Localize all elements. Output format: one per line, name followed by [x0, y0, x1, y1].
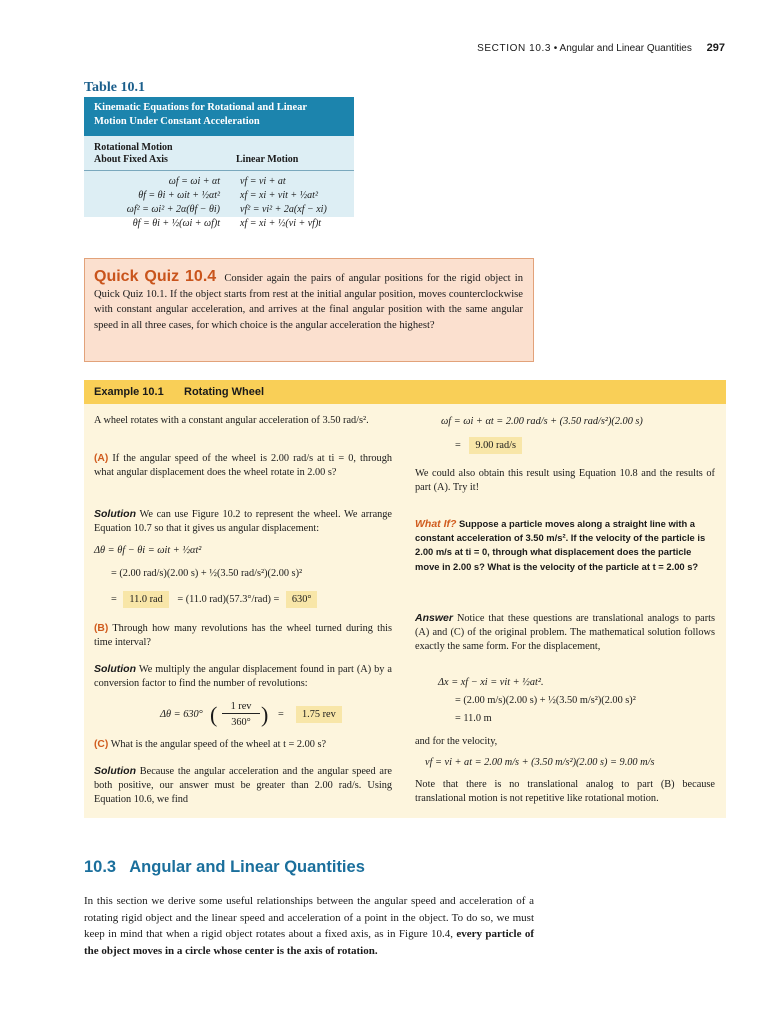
eq-a1: Δθ = θf − θi = ωit + ½αt² — [94, 545, 202, 556]
table-row: ωf = ωi + αt — [168, 176, 220, 187]
eq-a3-equals: = — [111, 594, 117, 605]
example-number: Example 10.1 — [94, 386, 164, 398]
page-number: 297 — [706, 42, 725, 54]
part-c-label: (C) — [94, 739, 109, 750]
eq-d2: = (2.00 m/s)(2.00 s) + ½(3.50 m/s²)(2.00 s)² — [455, 695, 636, 706]
part-b-question — [94, 622, 392, 650]
eq-c2-equals: = — [455, 440, 461, 451]
rotational-equations — [90, 175, 220, 231]
section-body-text: In this section we derive some useful relationships between the angular speed and acceleration of a rotating rigid object and the linear speed and acceleration of a point in the object. To do so, we must keep in mind that when a rigid object rotates about a fixed axis, as in Figure 10.4, — [84, 895, 534, 940]
table-header-line2: Motion Under Constant Acceleration — [94, 116, 260, 127]
table-header — [84, 97, 354, 136]
example-title: Rotating Wheel — [184, 386, 265, 398]
part-b-text: Through how many revolutions has the wheel turned during this time interval? — [94, 623, 393, 648]
running-header — [470, 42, 725, 54]
solution-label: Solution — [94, 765, 136, 777]
column-linear: Linear Motion — [236, 154, 299, 165]
table-row: vf = vi + at — [240, 176, 286, 187]
solution-a — [94, 507, 392, 536]
answer-highlight: 1.75 rev — [296, 706, 342, 723]
table-row: xf = xi + ½(vi + vf)t — [240, 218, 322, 229]
example-title-bar — [84, 380, 726, 404]
eq-b-equals: = — [278, 709, 284, 720]
part-a-question — [94, 452, 392, 480]
solution-label: Solution — [94, 508, 136, 520]
solution-a-text: We can use Figure 10.2 to represent the wheel. We arrange Equation 10.7 so that it gives us angular displacement: — [94, 509, 392, 534]
example-intro: A wheel rotates with a constant angular acceleration of 3.50 rad/s². — [94, 415, 369, 426]
answer-highlight: 11.0 rad — [123, 591, 168, 608]
section-body — [84, 893, 534, 959]
running-header-section: SECTION 10.3 — [477, 43, 552, 54]
section-body-emphasis: every particle of the object moves in a circle whose center is the axis of rotation. — [84, 928, 534, 957]
solution-label: Solution — [94, 663, 136, 675]
eq-d3: = 11.0 m — [455, 713, 492, 724]
part-c-text: What is the angular speed of the wheel at t = 2.00 s? — [110, 739, 327, 750]
table-header-line1: Kinematic Equations for Rotational and Linear — [94, 102, 308, 113]
quick-quiz-title: Quick Quiz 10.4 — [94, 268, 217, 285]
eq-a3-conversion: = (11.0 rad)(57.3°/rad) = — [177, 594, 280, 605]
answer-block — [415, 611, 715, 654]
eq-b-denominator: 360° — [231, 717, 251, 728]
table-label: Table 10.1 — [84, 80, 145, 95]
column-rotational-line2: About Fixed Axis — [94, 154, 168, 165]
table-column-headers — [84, 136, 354, 171]
answer-label: Answer — [415, 612, 453, 624]
what-if-label: What If? — [415, 518, 457, 530]
what-if-block — [415, 517, 715, 574]
alternative-method: We could also obtain this result using Equation 10.8 and the results of part (A). Try it! — [415, 468, 715, 493]
table-row: θf = θi + ½(ωi + ωf)t — [132, 218, 220, 229]
eq-a3 — [111, 594, 317, 605]
running-header-separator: • — [553, 43, 558, 54]
column-rotational — [94, 142, 173, 166]
section-heading: 10.3 Angular and Linear Quantities — [84, 858, 365, 876]
eq-d4: vf = vi + at = 2.00 m/s + (3.50 m/s²)(2.00 s) = 9.00 m/s — [425, 757, 655, 768]
linear-equations — [240, 175, 360, 231]
solution-b — [94, 662, 392, 691]
part-a-text: If the angular speed of the wheel is 2.00 rad/s at ti = 0, through what angular displacement does the wheel rotate in 2.00 s? — [94, 453, 392, 478]
eq-b-lhs: Δθ = 630° — [160, 709, 203, 720]
column-rotational-line1: Rotational Motion — [94, 142, 173, 153]
table-row: ωf² = ωi² + 2α(θf − θi) — [126, 204, 220, 215]
eq-a2: = (2.00 rad/s)(2.00 s) + ½(3.50 rad/s²)(2.00 s)² — [111, 568, 303, 579]
part-c-question — [94, 738, 392, 752]
translational-note: Note that there is no translational analog to part (B) because translational motion is not repetitive like rotational motion. — [415, 779, 715, 804]
running-header-title: Angular and Linear Quantities — [559, 43, 692, 54]
table-row: θf = θi + ωit + ½αt² — [138, 190, 220, 201]
what-if-text: Suppose a particle moves along a straight line with a constant acceleration of 3.50 m/s². If the velocity of the particle is 2.00 m/s at ti = 0, through what displacement does the particle move in 2.00 s? What is the velocity of the particle at t = 2.00 s? — [415, 518, 706, 572]
quick-quiz-text: Consider again the pairs of angular positions for the rigid object in Quick Quiz 10.1. If the object starts from rest at the initial angular position, moves counterclockwise with constant angular acceleration, and arrives at the final angular position with the same angular speed in all three cases, for which choice is the angular acceleration the highest? — [94, 273, 523, 331]
answer-text: Notice that these questions are translational analogs to parts (A) and (C) of the original problem. The mathematical solution follows exactly the same form. For the displacement, — [415, 613, 716, 652]
quick-quiz-box — [84, 258, 534, 362]
eq-d1: Δx = xf − xi = vit + ½at². — [438, 677, 544, 688]
eq-b-numerator: 1 rev — [222, 701, 260, 714]
right-paren: ) — [261, 702, 269, 727]
table-row: xf = xi + vit + ½at² — [240, 190, 318, 201]
answer-highlight: 9.00 rad/s — [469, 437, 522, 454]
solution-c-text: Because the angular acceleration and the angular speed are both positive, our answer must be greater than 2.00 rad/s. Using Equation 10.6, we find — [94, 766, 392, 805]
solution-c — [94, 764, 392, 807]
eq-c1: ωf = ωi + αt = 2.00 rad/s + (3.50 rad/s²)(2.00 s) — [441, 416, 643, 427]
velocity-intro: and for the velocity, — [415, 736, 498, 747]
part-b-label: (B) — [94, 623, 109, 634]
left-paren: ( — [210, 702, 218, 727]
part-a-label: (A) — [94, 453, 109, 464]
table-row: vf² = vi² + 2a(xf − xi) — [240, 204, 327, 215]
eq-c2 — [455, 440, 522, 451]
solution-b-text: We multiply the angular displacement found in part (A) by a conversion factor to find the number of revolutions: — [94, 664, 393, 689]
answer-highlight: 630° — [286, 591, 318, 608]
kinematics-table — [84, 97, 354, 229]
